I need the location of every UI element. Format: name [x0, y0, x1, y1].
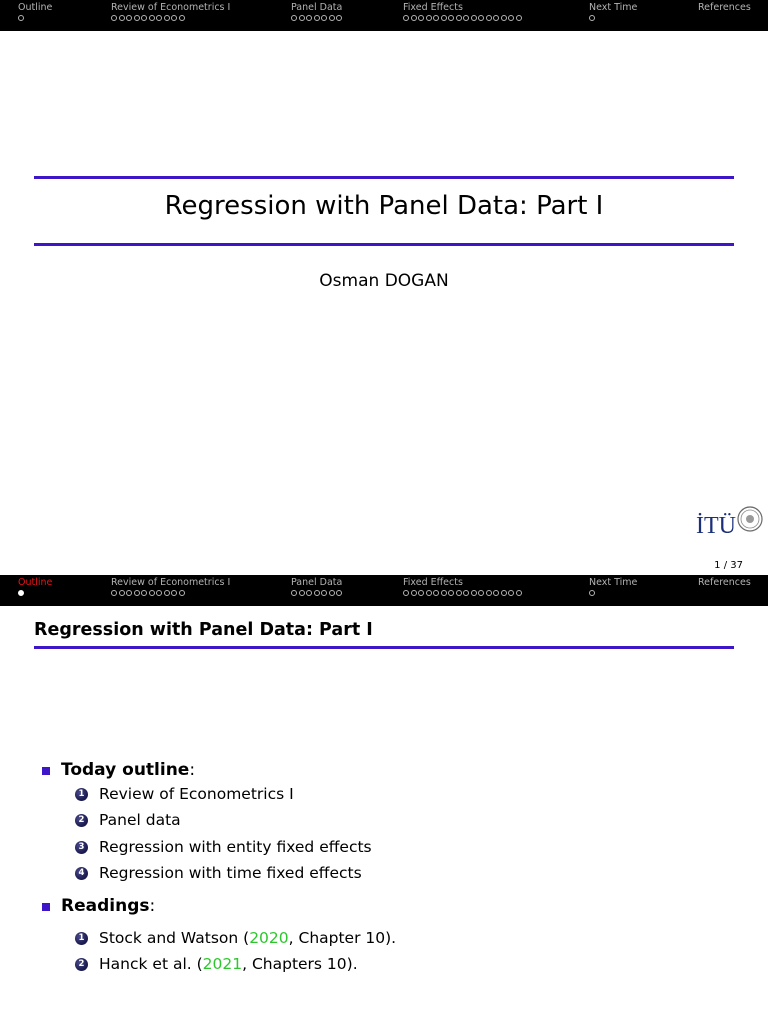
outline-slide: [0, 575, 768, 1024]
reading-text: Stock and Watson (: [99, 929, 250, 947]
nav-section-label: Review of Econometrics I: [111, 577, 231, 588]
outline-heading-label: Today outline: [61, 760, 190, 780]
nav-frame-dot[interactable]: [441, 15, 447, 21]
nav-section-label: Outline: [18, 2, 53, 13]
nav-frame-dots: [291, 14, 342, 22]
title-rule-top: [34, 176, 734, 179]
nav-frame-dots: [111, 14, 230, 22]
enumerate-ball-icon: 2: [75, 814, 88, 827]
author-name: Osman DOGAN: [319, 271, 449, 291]
nav-frame-dot[interactable]: [291, 15, 297, 21]
slide-content: [0, 575, 768, 1024]
nav-section-label: Next Time: [589, 2, 638, 13]
presentation-title: Regression with Panel Data: Part I: [164, 191, 604, 221]
itu-logo-text: İTÜ: [696, 513, 736, 539]
nav-frame-dot[interactable]: [418, 15, 424, 21]
outline-item: Regression with entity fixed effects: [99, 838, 372, 856]
citation-link[interactable]: 2021: [202, 955, 243, 973]
nav-section-next-time[interactable]: [589, 2, 637, 22]
nav-frame-dot[interactable]: [141, 15, 147, 21]
nav-section-label: Fixed Effects: [403, 2, 463, 13]
section-navigation-bar: [0, 0, 768, 31]
enumerate-ball-icon: 4: [75, 867, 88, 880]
nav-frame-dot[interactable]: [179, 15, 185, 21]
reading-item: [99, 928, 396, 948]
nav-frame-dot[interactable]: [501, 15, 507, 21]
nav-frame-dot[interactable]: [493, 15, 499, 21]
nav-frame-dot[interactable]: [508, 15, 514, 21]
enumerate-ball-icon: 3: [75, 841, 88, 854]
title-rule-bottom: [34, 243, 734, 246]
reading-item: [99, 954, 358, 974]
reading-text: , Chapter 10).: [288, 929, 397, 947]
nav-frame-dot[interactable]: [149, 15, 155, 21]
nav-frame-dot[interactable]: [433, 15, 439, 21]
nav-section-label-active: Outline: [18, 577, 53, 588]
readings-heading: [61, 895, 155, 917]
itu-logo: [696, 503, 764, 539]
nav-frame-dot[interactable]: [478, 15, 484, 21]
nav-frame-dots: [403, 14, 522, 22]
outline-heading: [61, 759, 195, 781]
nav-frame-dot[interactable]: [111, 15, 117, 21]
nav-frame-dot[interactable]: [336, 15, 342, 21]
nav-frame-dot[interactable]: [456, 15, 462, 21]
readings-heading-label: Readings: [61, 896, 150, 916]
nav-frame-dots: [589, 14, 637, 22]
nav-frame-dot[interactable]: [448, 15, 454, 21]
citation-link[interactable]: 2020: [249, 929, 289, 947]
nav-section-label: Panel Data: [291, 577, 343, 588]
nav-frame-dot[interactable]: [299, 15, 305, 21]
nav-frame-dot[interactable]: [426, 15, 432, 21]
readings-heading-suffix: :: [149, 896, 156, 916]
nav-frame-dot[interactable]: [306, 15, 312, 21]
nav-frame-dot[interactable]: [18, 15, 24, 21]
nav-section-label: Fixed Effects: [403, 577, 463, 588]
nav-frame-dot[interactable]: [314, 15, 320, 21]
nav-frame-dot[interactable]: [471, 15, 477, 21]
nav-section-label: References: [698, 2, 751, 13]
nav-frame-dot[interactable]: [171, 15, 177, 21]
nav-frame-dot[interactable]: [403, 15, 409, 21]
nav-frame-dot[interactable]: [589, 15, 595, 21]
nav-frame-dot[interactable]: [119, 15, 125, 21]
nav-section-label: Next Time: [589, 577, 638, 588]
nav-frame-dot[interactable]: [164, 15, 170, 21]
bullet-square-icon: [42, 903, 50, 911]
nav-frame-dots: [18, 14, 52, 22]
page-number: 1 / 37: [714, 560, 743, 571]
outline-item: Panel data: [99, 811, 181, 829]
nav-frame-dot[interactable]: [411, 15, 417, 21]
nav-frame-dot[interactable]: [126, 15, 132, 21]
outline-item: Review of Econometrics I: [99, 785, 294, 803]
nav-frame-dot[interactable]: [134, 15, 140, 21]
enumerate-ball-icon: 2: [75, 958, 88, 971]
nav-section-panel-data[interactable]: [291, 2, 342, 22]
nav-frame-dot[interactable]: [321, 15, 327, 21]
nav-section-outline[interactable]: [18, 2, 52, 22]
nav-section-fixed-effects[interactable]: [403, 2, 522, 22]
enumerate-ball-icon: 1: [75, 932, 88, 945]
nav-section-references[interactable]: [698, 2, 751, 13]
reading-text: Hanck et al. (: [99, 955, 203, 973]
enumerate-ball-icon: 1: [75, 788, 88, 801]
frame-title: Regression with Panel Data: Part I: [34, 620, 373, 640]
bullet-square-icon: [42, 767, 50, 775]
nav-section-label: Panel Data: [291, 2, 343, 13]
nav-section-review[interactable]: [111, 2, 230, 22]
outline-heading-suffix: :: [189, 760, 196, 780]
nav-frame-dot[interactable]: [329, 15, 335, 21]
nav-frame-dot[interactable]: [516, 15, 522, 21]
nav-section-label: Review of Econometrics I: [111, 2, 231, 13]
nav-section-label: References: [698, 577, 751, 588]
outline-item: Regression with time fixed effects: [99, 864, 362, 882]
nav-frame-dot[interactable]: [156, 15, 162, 21]
reading-text: , Chapters 10).: [242, 955, 358, 973]
nav-frame-dot[interactable]: [486, 15, 492, 21]
nav-frame-dot[interactable]: [463, 15, 469, 21]
